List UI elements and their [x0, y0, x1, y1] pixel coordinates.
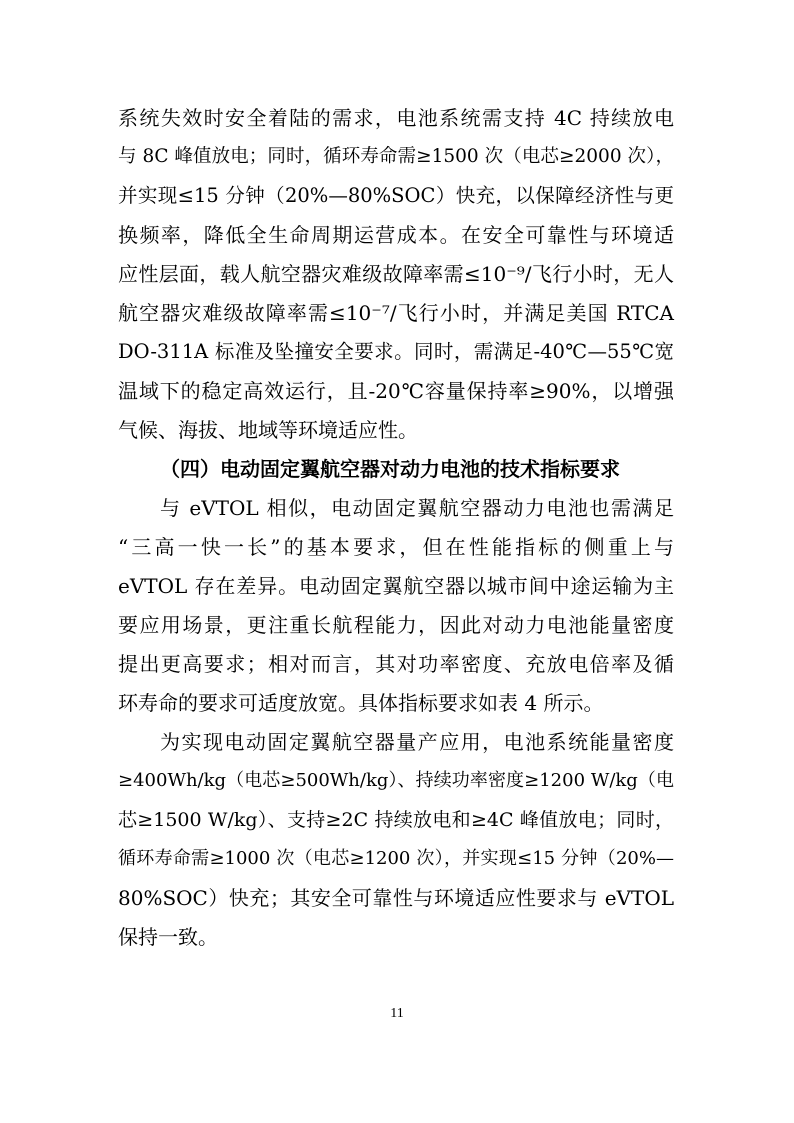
body-line-4: 换频率，降低全生命周期运营成本。在安全可靠性与环境适	[118, 223, 674, 247]
section-heading: （四）电动固定翼航空器对动力电池的技术指标要求	[160, 457, 620, 481]
body-line-15: 环寿命的要求可适度放宽。具体指标要求如表 4 所示。	[118, 691, 604, 715]
page-number: 11	[390, 1006, 404, 1021]
body-line-17: ≥400Wh/kg（电芯≥500Wh/kg）、持续功率密度≥1200 W/kg（电	[118, 770, 674, 791]
body-line-21: 保持一致。	[118, 925, 218, 949]
body-line-8: 温域下的稳定高效运行，且-20℃容量保持率≥90%，以增强	[118, 379, 674, 403]
body-line-9: 气候、海拔、地域等环境适应性。	[118, 418, 418, 442]
body-line-13: 要应用场景，更注重长航程能力，因此对动力电池能量密度	[118, 613, 674, 637]
body-line-3: 并实现≤15 分钟（20%—80%SOC）快充，以保障经济性与更	[118, 184, 674, 207]
body-line-6: 航空器灾难级故障率需≤10⁻⁷/飞行小时，并满足美国 RTCA	[118, 301, 674, 325]
body-line-16: 为实现电动固定翼航空器量产应用，电池系统能量密度	[160, 730, 674, 754]
body-line-19: 循环寿命需≥1000 次（电芯≥1200 次），并实现≤15 分钟（20%—	[118, 848, 674, 869]
body-line-1: 系统失效时安全着陆的需求，电池系统需支持 4C 持续放电	[118, 106, 674, 130]
body-line-10: 与 eVTOL 相似，电动固定翼航空器动力电池也需满足	[160, 496, 674, 520]
body-line-2: 与 8C 峰值放电；同时，循环寿命需≥1500 次（电芯≥2000 次），	[118, 146, 674, 167]
body-line-11: “三高一快一长”的基本要求，但在性能指标的侧重上与	[118, 535, 674, 559]
body-line-18: 芯≥1500 W/kg）、支持≥2C 持续放电和≥4C 峰值放电；同时，	[118, 809, 674, 831]
body-line-20: 80%SOC）快充；其安全可靠性与环境适应性要求与 eVTOL	[118, 886, 674, 910]
body-line-7: DO-311A 标准及坠撞安全要求。同时，需满足-40℃—55℃宽	[118, 340, 674, 363]
body-line-5: 应性层面，载人航空器灾难级故障率需≤10⁻⁹/飞行小时，无人	[118, 262, 674, 286]
body-line-12: eVTOL 存在差异。电动固定翼航空器以城市间中途运输为主	[118, 574, 674, 598]
body-line-14: 提出更高要求；相对而言，其对功率密度、充放电倍率及循	[118, 652, 674, 676]
